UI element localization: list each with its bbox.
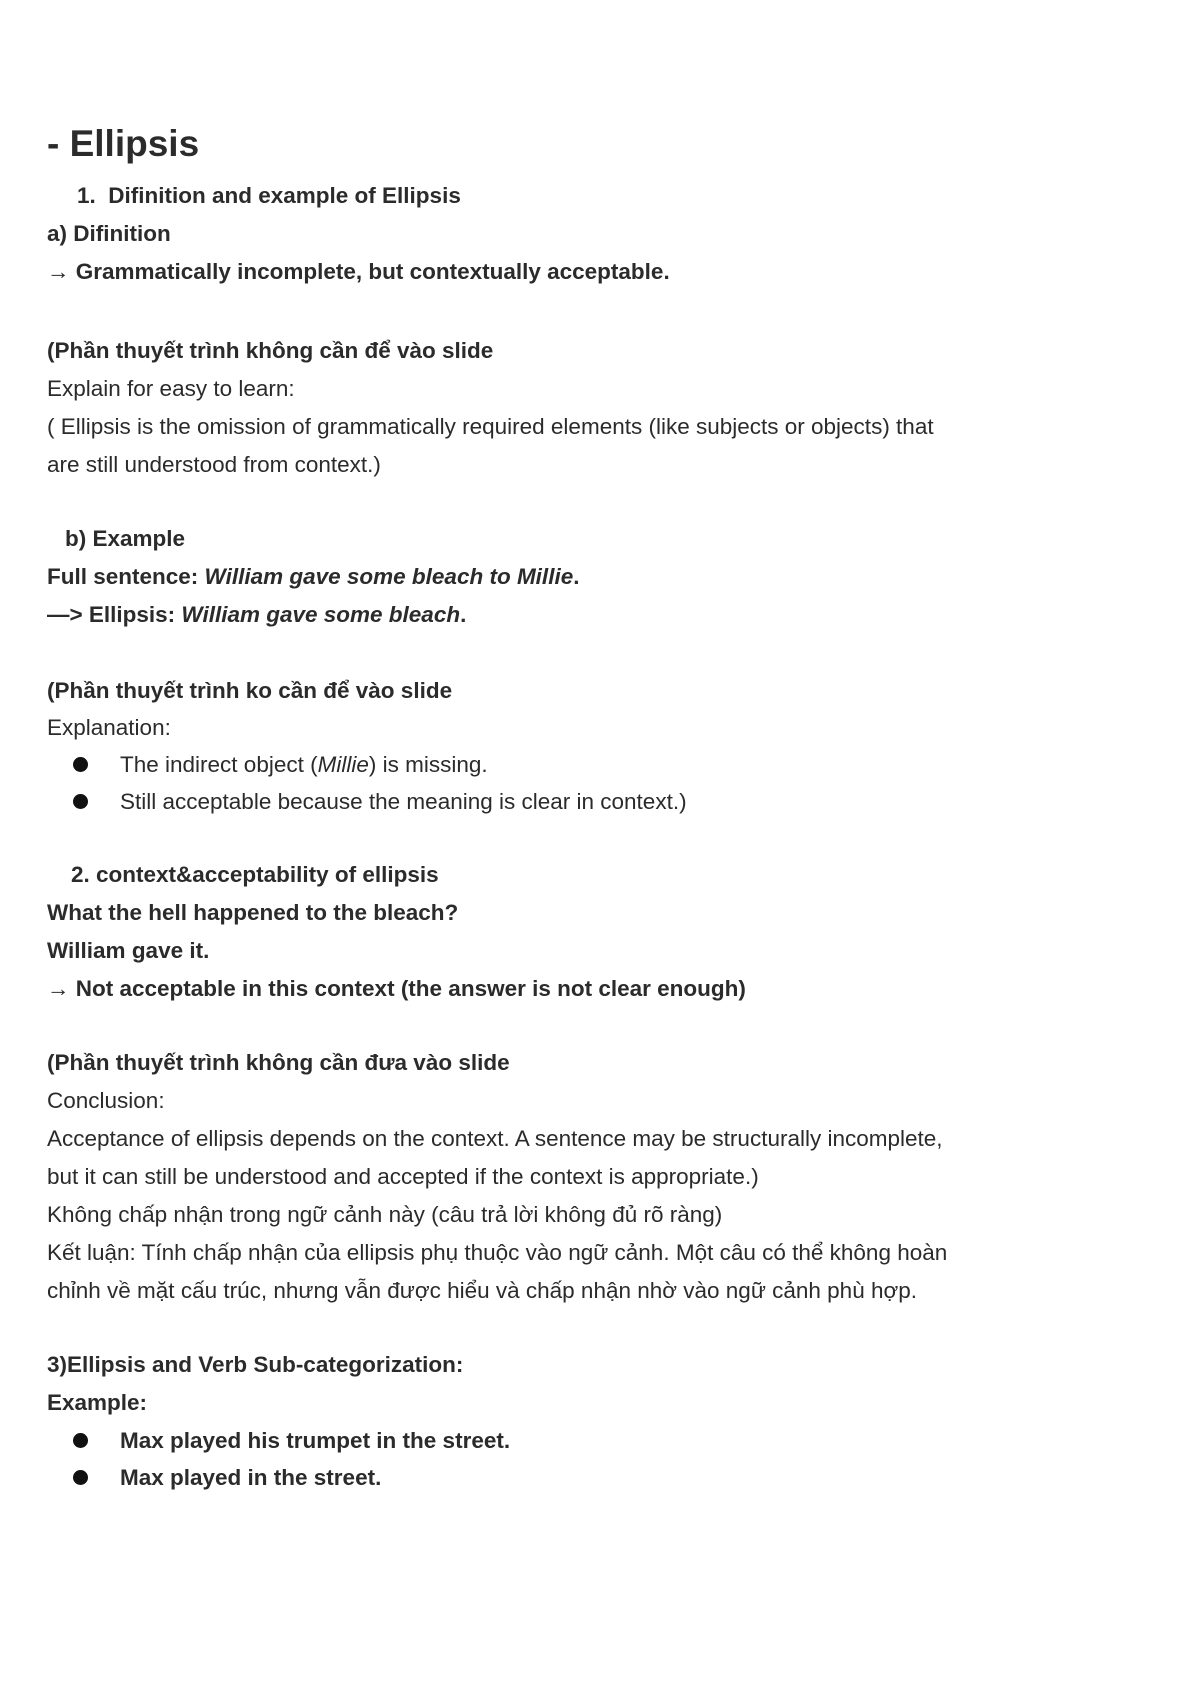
section1-heading: [47, 176, 1157, 216]
list-item: [47, 1422, 1157, 1459]
example-heading: b) Example: [65, 526, 186, 551]
note1-text-line2: are still understood from context.): [47, 452, 381, 477]
note1-text-line1: ( Ellipsis is the omission of grammatically required elements (like subjects or objects) that: [47, 414, 934, 439]
note1-heading: (Phần thuyết trình không cần để vào slide: [47, 338, 494, 363]
definition-heading: a) Difinition: [47, 221, 171, 246]
spacer: [47, 484, 1157, 520]
note3-text-line2: but it can still be understood and accepted if the context is appropriate.): [47, 1164, 759, 1189]
spacer: [47, 1008, 1157, 1044]
ellipsis-sentence-end: .: [460, 602, 467, 627]
note3-vn-line3: chỉnh về mặt cấu trúc, nhưng vẫn được hiểu và chấp nhận nhờ vào ngữ cảnh phù hợp.: [47, 1278, 917, 1303]
bullet-dot-icon: [73, 757, 88, 772]
section3-heading: 3)Ellipsis and Verb Sub-categorization:: [47, 1352, 464, 1377]
ellipsis-label: —> Ellipsis:: [47, 602, 182, 627]
document-title: - Ellipsis: [47, 123, 200, 164]
bullet1-emphasis: Millie: [317, 752, 369, 777]
note3-vn-line2: Kết luận: Tính chấp nhận của ellipsis phụ thuộc vào ngữ cảnh. Một câu có thể không hoàn: [47, 1240, 948, 1265]
example-list: [47, 1422, 1157, 1496]
note1-intro: Explain for easy to learn:: [47, 376, 295, 401]
full-sentence-text: William gave some bleach to Millie: [204, 564, 574, 589]
list-item: [47, 1459, 1157, 1496]
list-item: [47, 783, 1157, 820]
document-page: [47, 122, 1157, 1496]
bullet2-text: Still acceptable because the meaning is clear in context.): [120, 789, 687, 814]
bullet1-post: ) is missing.: [368, 752, 488, 777]
spacer: [47, 634, 1157, 672]
section1-heading-text: Difinition and example of Ellipsis: [108, 183, 461, 208]
ellipsis-sentence-line: [47, 596, 1157, 634]
bullet-dot-icon: [73, 794, 88, 809]
verdict-text: → Not acceptable in this context (the answer is not clear enough): [47, 976, 746, 1001]
section1-number: 1.: [77, 183, 96, 208]
definition-text: → Grammatically incomplete, but contextually acceptable.: [47, 259, 670, 284]
note2-heading: (Phần thuyết trình ko cần để vào slide: [47, 678, 453, 703]
bullet-dot-icon: [73, 1470, 88, 1485]
spacer: [47, 1310, 1157, 1346]
note2-intro: Explanation:: [47, 715, 171, 740]
full-sentence-end: .: [573, 564, 580, 589]
full-sentence-line: [47, 558, 1157, 596]
note3-heading: (Phần thuyết trình không cần đưa vào slide: [47, 1050, 510, 1075]
example-bullet-2: Max played in the street.: [120, 1465, 382, 1490]
example-label: Example:: [47, 1390, 148, 1415]
full-sentence-label: Full sentence:: [47, 564, 205, 589]
explanation-list: [47, 746, 1157, 820]
section2-heading: 2. context&acceptability of ellipsis: [71, 862, 439, 887]
answer-text: William gave it.: [47, 938, 210, 963]
list-item: [47, 746, 1157, 783]
ellipsis-sentence-text: William gave some bleach: [181, 602, 461, 627]
spacer: [47, 292, 1157, 332]
note3-vn-line1: Không chấp nhận trong ngữ cảnh này (câu trả lời không đủ rõ ràng): [47, 1202, 723, 1227]
note3-text-line1: Acceptance of ellipsis depends on the context. A sentence may be structurally incomplete,: [47, 1126, 943, 1151]
question-text: What the hell happened to the bleach?: [47, 900, 459, 925]
example-bullet-1: Max played his trumpet in the street.: [120, 1428, 511, 1453]
spacer: [47, 820, 1157, 856]
bullet-dot-icon: [73, 1433, 88, 1448]
note3-intro: Conclusion:: [47, 1088, 165, 1113]
bullet1-pre: The indirect object (: [120, 752, 318, 777]
